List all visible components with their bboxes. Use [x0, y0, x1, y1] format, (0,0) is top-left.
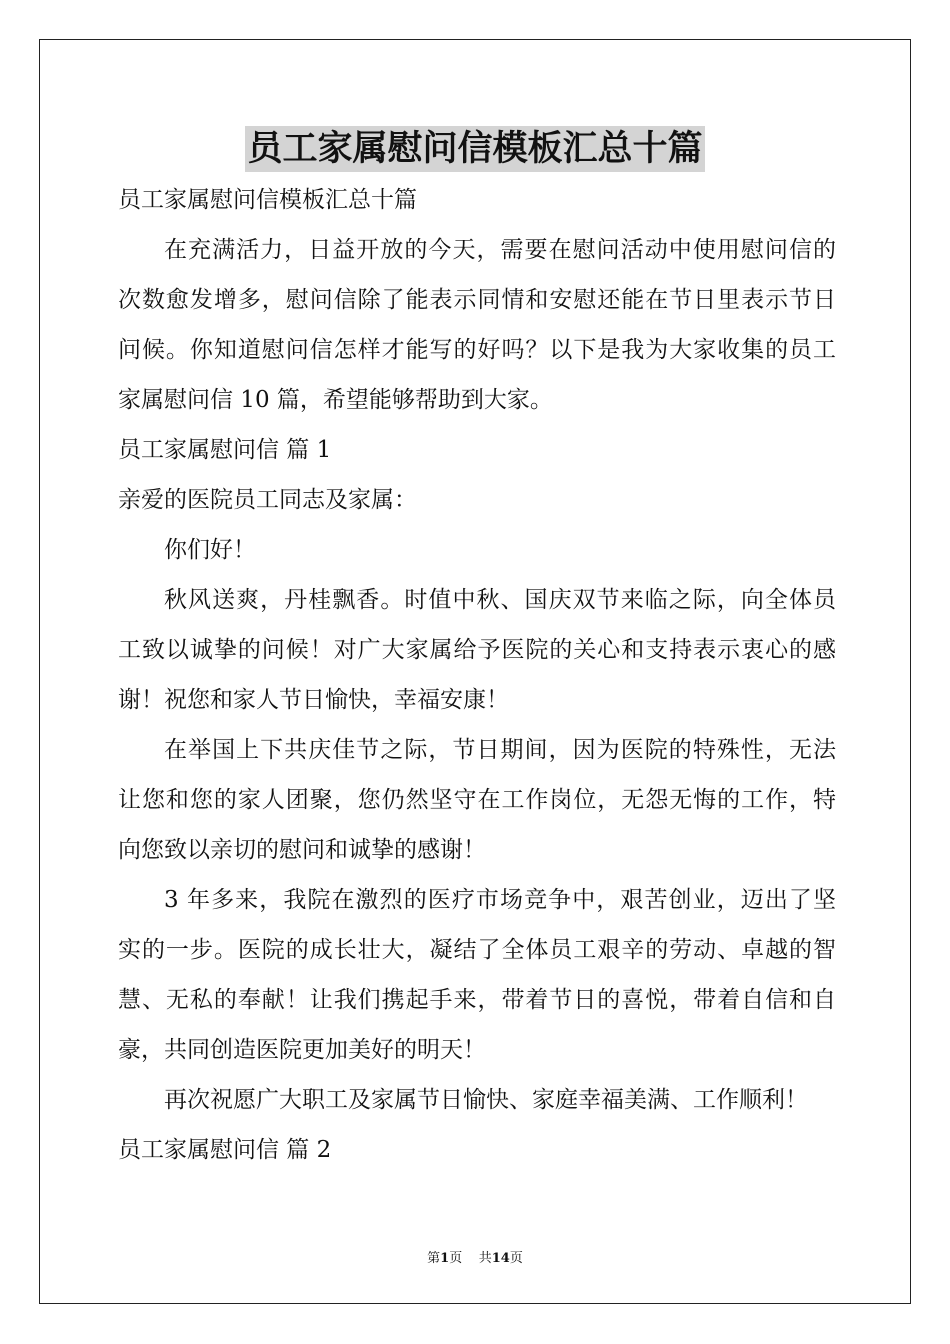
text-line: 员工家属慰问信模板汇总十篇 — [118, 187, 417, 213]
text-line: 3 年多来，我院在激烈的医疗市场竞争中，艰苦创业，迈出了坚 — [164, 887, 836, 913]
text-line: 豪，共同创造医院更加美好的明天！ — [118, 1037, 486, 1063]
document-title: 员工家属慰问信模板汇总十篇 — [245, 126, 704, 172]
text-line: 向您致以亲切的慰问和诚挚的感谢！ — [118, 837, 486, 863]
text-line: 在举国上下共庆佳节之际，节日期间，因为医院的特殊性，无法 — [164, 737, 836, 763]
text-line: 问候。你知道慰问信怎样才能写的好吗？以下是我为大家收集的员工 — [118, 337, 836, 363]
text-line: 你们好！ — [164, 537, 256, 563]
text-line: 员工家属慰问信 篇 1 — [118, 437, 332, 463]
text-line: 秋风送爽，丹桂飘香。时值中秋、国庆双节来临之际，向全体员 — [164, 587, 836, 613]
page-prefix: 第 — [427, 1251, 441, 1266]
document-body — [118, 178, 836, 1178]
text-line: 谢！祝您和家人节日愉快，幸福安康！ — [118, 687, 509, 713]
total-suffix: 页 — [509, 1251, 523, 1266]
title-container — [0, 126, 950, 172]
text-line: 在充满活力，日益开放的今天，需要在慰问活动中使用慰问信的 — [164, 237, 836, 263]
text-line: 实的一步。医院的成长壮大，凝结了全体员工艰辛的劳动、卓越的智 — [118, 937, 836, 963]
text-line: 亲爱的医院员工同志及家属： — [118, 487, 417, 513]
total-pages: 14 — [491, 1251, 510, 1266]
text-line: 家属慰问信 10 篇，希望能够帮助到大家。 — [118, 387, 553, 413]
text-line: 工致以诚挚的问候！对广大家属给予医院的关心和支持表示衷心的感 — [118, 637, 836, 663]
total-prefix: 共 — [478, 1251, 492, 1266]
page-suffix: 页 — [449, 1251, 463, 1266]
text-line: 员工家属慰问信 篇 2 — [118, 1137, 332, 1163]
page-footer — [0, 1247, 950, 1266]
text-line: 让您和您的家人团聚，您仍然坚守在工作岗位，无怨无悔的工作，特 — [118, 787, 836, 813]
page-number: 1 — [440, 1251, 450, 1266]
text-line: 慧、无私的奉献！让我们携起手来，带着节日的喜悦，带着自信和自 — [118, 987, 836, 1013]
text-line: 次数愈发增多，慰问信除了能表示同情和安慰还能在节日里表示节日 — [118, 287, 836, 313]
text-line: 再次祝愿广大职工及家属节日愉快、家庭幸福美满、工作顺利！ — [164, 1087, 808, 1113]
